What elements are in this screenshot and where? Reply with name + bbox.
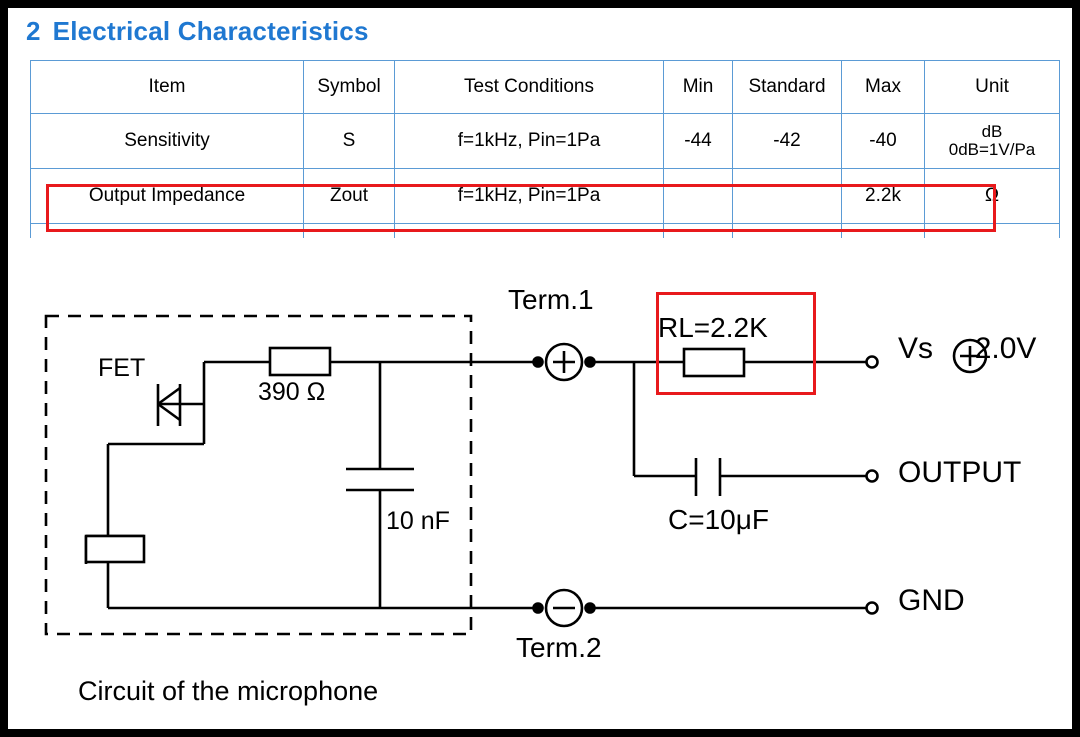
label-term2: Term.2	[516, 632, 602, 663]
circuit-caption: Circuit of the microphone	[78, 676, 379, 706]
label-resistor-390: 390 Ω	[258, 378, 326, 406]
label-output: OUTPUT	[898, 456, 1022, 489]
table-row	[31, 114, 1060, 169]
cell-conditions-output-impedance: f=1kHz, Pin=1Pa	[395, 169, 664, 224]
cell-partial	[925, 224, 1060, 239]
section-title: Electrical Characteristics	[52, 16, 369, 46]
cell-partial	[304, 224, 395, 239]
circuit-diagram	[8, 244, 1072, 729]
table-row	[31, 169, 1060, 224]
vs-text: Vs	[898, 332, 934, 365]
section-number: 2	[26, 16, 41, 46]
cell-partial	[842, 224, 925, 239]
spec-table	[30, 60, 1060, 238]
label-capacitor-10uf: C=10μF	[668, 504, 769, 535]
label-load-resistor: RL=2.2K	[658, 312, 768, 343]
label-fet: FET	[98, 354, 146, 382]
datasheet-page	[8, 8, 1072, 729]
label-supply-voltage	[898, 332, 1036, 366]
table-row-partial	[31, 224, 1060, 239]
vs-value: 2.0V	[974, 332, 1037, 365]
cell-unit-output-impedance: Ω	[925, 169, 1060, 224]
column-header-min: Min	[664, 61, 733, 114]
page-title	[26, 16, 369, 47]
cell-partial	[395, 224, 664, 239]
column-header-unit: Unit	[925, 61, 1060, 114]
column-header-max: Max	[842, 61, 925, 114]
cell-partial	[31, 224, 304, 239]
spec-table-container	[30, 60, 1052, 242]
cell-max-sensitivity: -40	[842, 114, 925, 169]
table-header-row	[31, 61, 1060, 114]
cell-partial	[664, 224, 733, 239]
cell-partial	[733, 224, 842, 239]
cell-symbol-sensitivity: S	[304, 114, 395, 169]
label-capacitor-10nf: 10 nF	[386, 507, 450, 535]
column-header-standard: Standard	[733, 61, 842, 114]
unit-line-1: dB	[981, 122, 1003, 142]
cell-symbol-output-impedance: Zout	[304, 169, 395, 224]
column-header-test-conditions: Test Conditions	[395, 61, 664, 114]
cell-item-sensitivity: Sensitivity	[31, 114, 304, 169]
cell-min-output-impedance	[664, 169, 733, 224]
cell-standard-sensitivity: -42	[733, 114, 842, 169]
cell-min-sensitivity: -44	[664, 114, 733, 169]
cell-conditions-sensitivity: f=1kHz, Pin=1Pa	[395, 114, 664, 169]
unit-line-2: 0dB=1V/Pa	[948, 140, 1036, 159]
cell-unit-sensitivity	[925, 114, 1060, 169]
label-term1: Term.1	[508, 284, 594, 315]
cell-standard-output-impedance	[733, 169, 842, 224]
cell-item-output-impedance: Output Impedance	[31, 169, 304, 224]
column-header-item: Item	[31, 61, 304, 114]
cell-max-output-impedance: 2.2k	[842, 169, 925, 224]
label-gnd: GND	[898, 584, 965, 617]
column-header-symbol: Symbol	[304, 61, 395, 114]
